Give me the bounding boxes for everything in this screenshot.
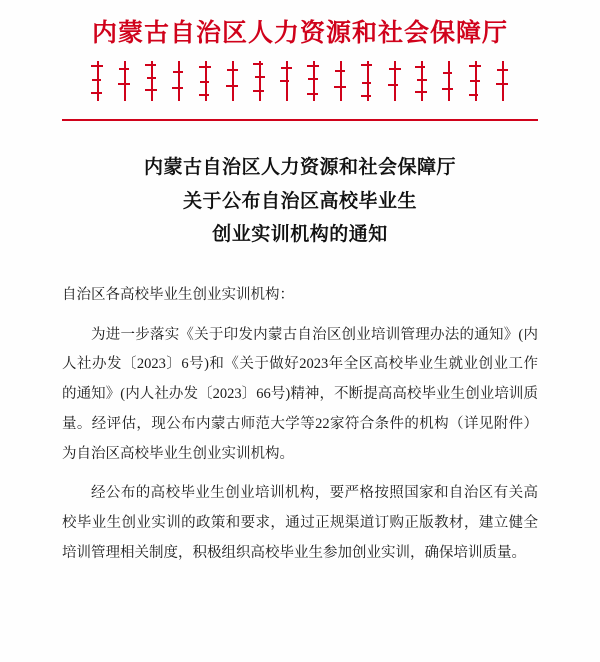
page-title	[62, 151, 538, 251]
mongolian-glyph	[469, 59, 483, 103]
mongolian-glyph	[280, 59, 294, 103]
mongolian-glyph	[253, 59, 267, 103]
header-divider	[62, 119, 538, 121]
mongolian-glyph	[334, 59, 348, 103]
document-body	[62, 281, 538, 568]
paragraph-1: 为进一步落实《关于印发内蒙古自治区创业培训管理办法的通知》(内人社办发〔2023〕6号)和《关于做好2023年全区高校毕业生就业创业工作的通知》(内人社办发〔2023〕66号)精神，不断提高高校毕业生创业培训质量。经评估，现公布内蒙古师范大学等22家符合条件的机构（详见附件）为自治区高校毕业生创业实训机构。	[62, 326, 538, 462]
letterhead	[62, 0, 538, 121]
paragraph-2: 经公布的高校毕业生创业培训机构，要严格按照国家和自治区有关高校毕业生创业实训的政策和要求，通过正规渠道订购正版教材，建立健全培训管理相关制度，积极组织高校毕业生参加创业实训，确保培训质量。	[62, 485, 538, 561]
salutation: 自治区各高校毕业生创业实训机构：	[62, 287, 294, 303]
title-line-2: 关于公布自治区高校毕业生	[182, 190, 417, 212]
mongolian-glyph	[199, 59, 213, 103]
mongolian-glyph	[415, 59, 429, 103]
mongolian-glyph	[361, 59, 375, 103]
mongolian-glyph	[91, 59, 105, 103]
mongolian-glyph	[226, 59, 240, 103]
agency-name: 内蒙古自治区人力资源和社会保障厅	[91, 20, 508, 47]
mongolian-glyph	[307, 59, 321, 103]
mongolian-glyph	[442, 59, 456, 103]
mongolian-glyph	[496, 59, 510, 103]
title-line-1: 内蒙古自治区人力资源和社会保障厅	[143, 157, 456, 179]
mongolian-glyph	[118, 59, 132, 103]
mongolian-glyph	[172, 59, 186, 103]
mongolian-script-agency-name	[62, 59, 538, 105]
mongolian-glyph	[145, 59, 159, 103]
mongolian-glyph	[388, 59, 402, 103]
title-line-3: 创业实训机构的通知	[212, 223, 388, 245]
